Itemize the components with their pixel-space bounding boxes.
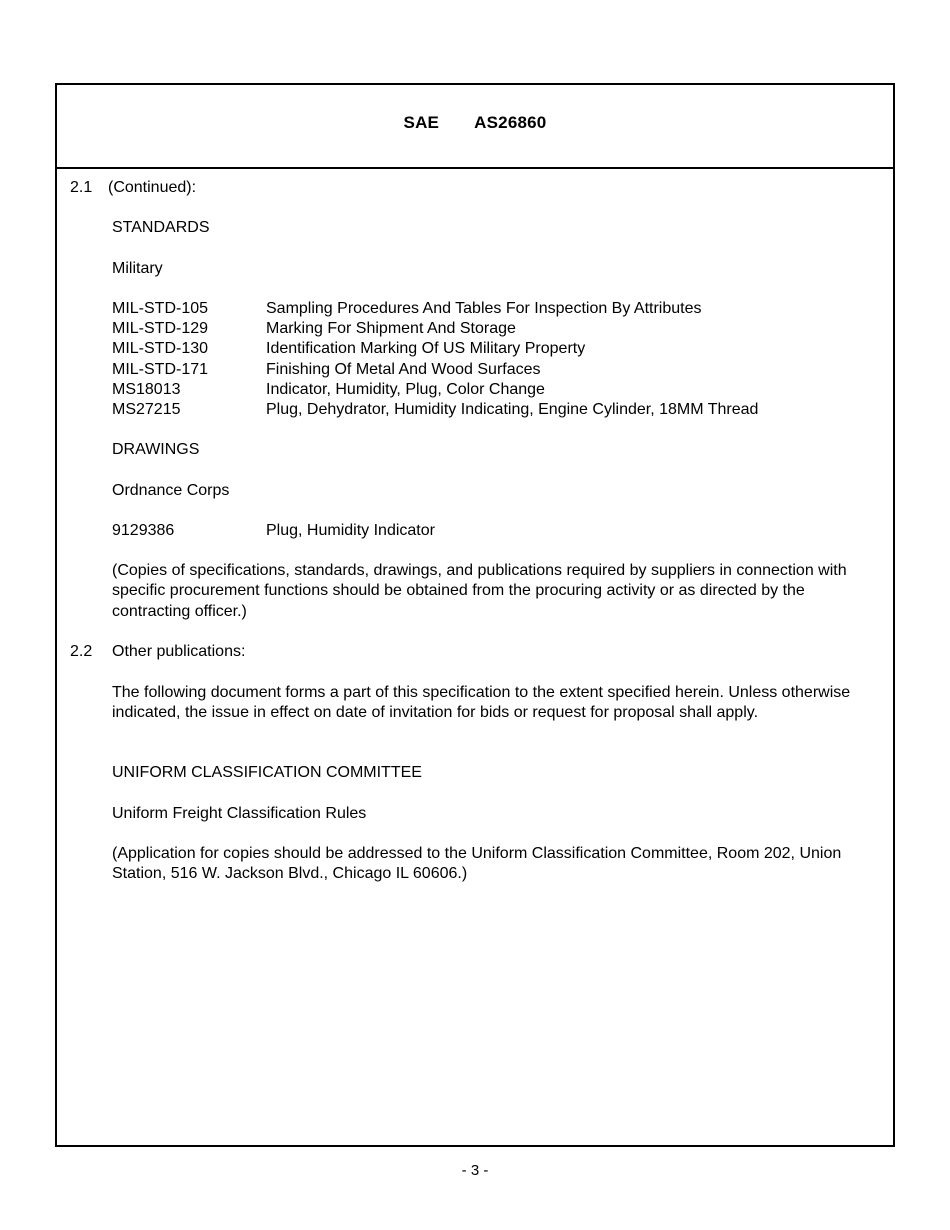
section-2-2-title: Other publications: xyxy=(112,643,246,660)
rules-title: Uniform Freight Classification Rules xyxy=(112,805,367,822)
standard-title: Finishing Of Metal And Wood Surfaces xyxy=(266,361,541,378)
section-2-1-title: (Continued): xyxy=(108,179,197,196)
section-2-2-number: 2.2 xyxy=(70,643,93,660)
standard-code: MIL-STD-130 xyxy=(112,340,209,357)
section-2-1-number: 2.1 xyxy=(70,179,93,196)
other-publications-intro: The following document forms a part of this specification to the extent specified herein. Unless otherwise indicated, the issue in effect on date of invitation for bids or request for proposal shall apply. xyxy=(112,684,851,722)
committee-heading: UNIFORM CLASSIFICATION COMMITTEE xyxy=(112,764,422,781)
drawings-heading: DRAWINGS xyxy=(112,441,200,458)
drawing-code: 9129386 xyxy=(112,522,175,539)
standard-title: Marking For Shipment And Storage xyxy=(266,320,516,337)
military-heading: Military xyxy=(112,260,163,277)
standards-heading: STANDARDS xyxy=(112,219,210,236)
ordnance-heading: Ordnance Corps xyxy=(112,482,230,499)
copies-note: (Copies of specifications, standards, drawings, and publications required by suppliers in connection with specific procurement functions should be obtained from the procuring activity or as directed by the contracting officer.) xyxy=(112,562,847,620)
standard-title: Sampling Procedures And Tables For Inspection By Attributes xyxy=(266,300,702,317)
standard-code: MIL-STD-171 xyxy=(112,361,209,378)
standard-title: Plug, Dehydrator, Humidity Indicating, Engine Cylinder, 18MM Thread xyxy=(266,401,759,418)
standard-code: MIL-STD-105 xyxy=(112,300,209,317)
address-note: (Application for copies should be addressed to the Uniform Classification Committee, Room 202, Union Station, 516 W. Jackson Blvd., Chicago IL 60606.) xyxy=(112,845,842,883)
standard-title: Indicator, Humidity, Plug, Color Change xyxy=(266,381,545,398)
standard-code: MS27215 xyxy=(112,401,181,418)
standard-title: Identification Marking Of US Military Property xyxy=(266,340,586,357)
standard-code: MS18013 xyxy=(112,381,181,398)
document-header xyxy=(57,85,893,169)
header-doc-number: AS26860 xyxy=(474,113,547,132)
header-org: SAE xyxy=(403,113,440,132)
page-number: - 3 - xyxy=(461,1162,489,1179)
document-title xyxy=(57,113,893,133)
standard-code: MIL-STD-129 xyxy=(112,320,209,337)
drawing-title: Plug, Humidity Indicator xyxy=(266,522,435,539)
